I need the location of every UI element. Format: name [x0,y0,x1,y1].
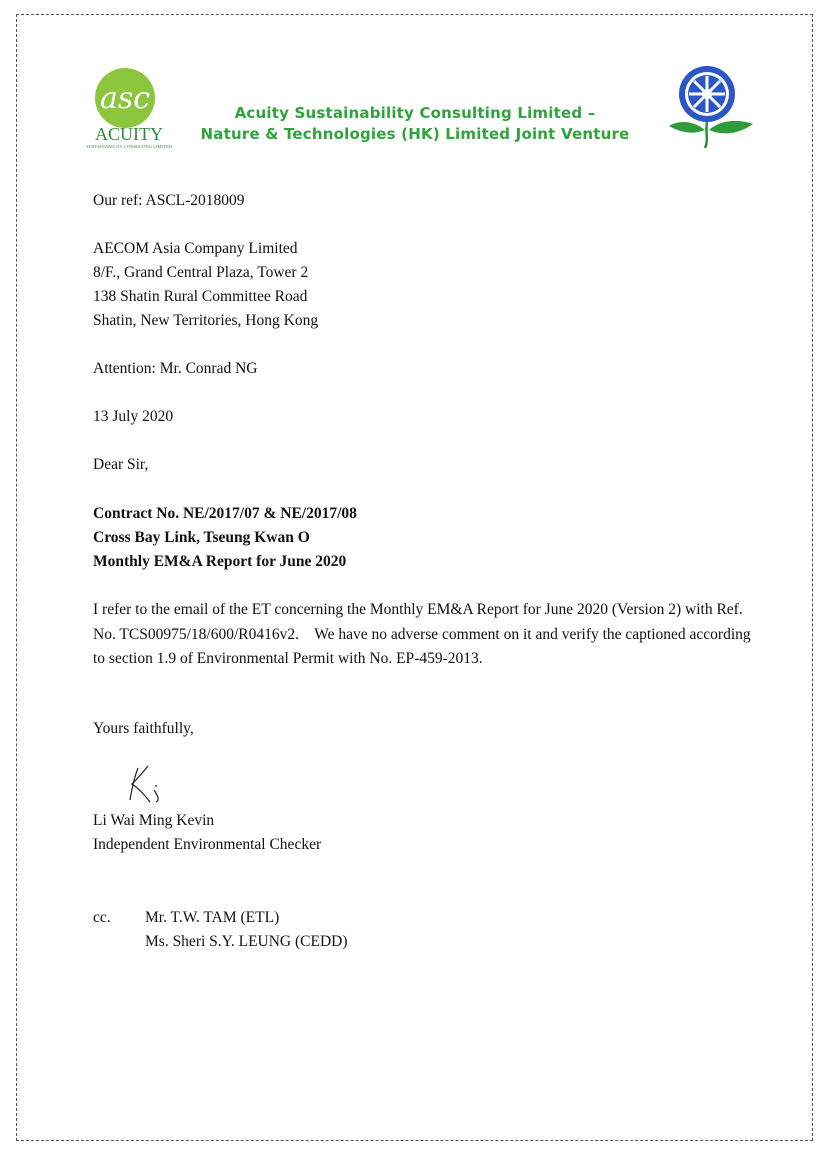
cc-list [145,906,348,954]
recipient-line: Shatin, New Territories, Hong Kong [93,312,319,329]
company-line-1: Acuity Sustainability Consulting Limited – [234,104,596,122]
recipient-line: 138 Shatin Rural Committee Road [93,288,308,305]
closing: Yours faithfully, [93,720,194,737]
acuity-logo-subtext: SUSTAINABILITY CONSULTING LIMITED [86,144,172,149]
acuity-logo-text: ACUITY [95,124,163,144]
attention-line: Attention: Mr. Conrad NG [93,360,258,377]
company-line-2: Nature & Technologies (HK) Limited Joint Venture [200,125,630,143]
body-paragraph: I refer to the email of the ET concerning the Monthly EM&A Report for June 2020 (Version 2) with Ref. No. TCS00975/18/600/R0416v2. We have no adverse comment on it and verify the captioned according to section 1.9 of Environmental Permit with No. EP-459-2013. [93,601,751,667]
acuity-monogram: asc [99,81,151,116]
cc-label: cc. [93,909,111,926]
cc-recipient: Mr. T.W. TAM (ETL) [145,909,280,926]
subject-line: Monthly EM&A Report for June 2020 [93,553,347,570]
subject-line: Cross Bay Link, Tseung Kwan O [93,529,310,546]
acuity-logo [85,62,180,162]
signatory-title: Independent Environmental Checker [93,836,322,853]
recipient-line: AECOM Asia Company Limited [93,240,298,257]
subject-line: Contract No. NE/2017/07 & NE/2017/08 [93,505,357,522]
recipient-line: 8/F., Grand Central Plaza, Tower 2 [93,264,309,281]
signatory-name: Li Wai Ming Kevin [93,812,215,829]
company-header [190,103,640,145]
cc-recipient: Ms. Sheri S.Y. LEUNG (CEDD) [145,933,348,950]
page-border [16,14,813,1141]
nature-technologies-logo [665,62,757,154]
handwritten-signature [118,760,178,810]
reference-number: Our ref: ASCL-2018009 [93,192,245,209]
salutation: Dear Sir, [93,456,149,473]
letter-date: 13 July 2020 [93,408,174,425]
